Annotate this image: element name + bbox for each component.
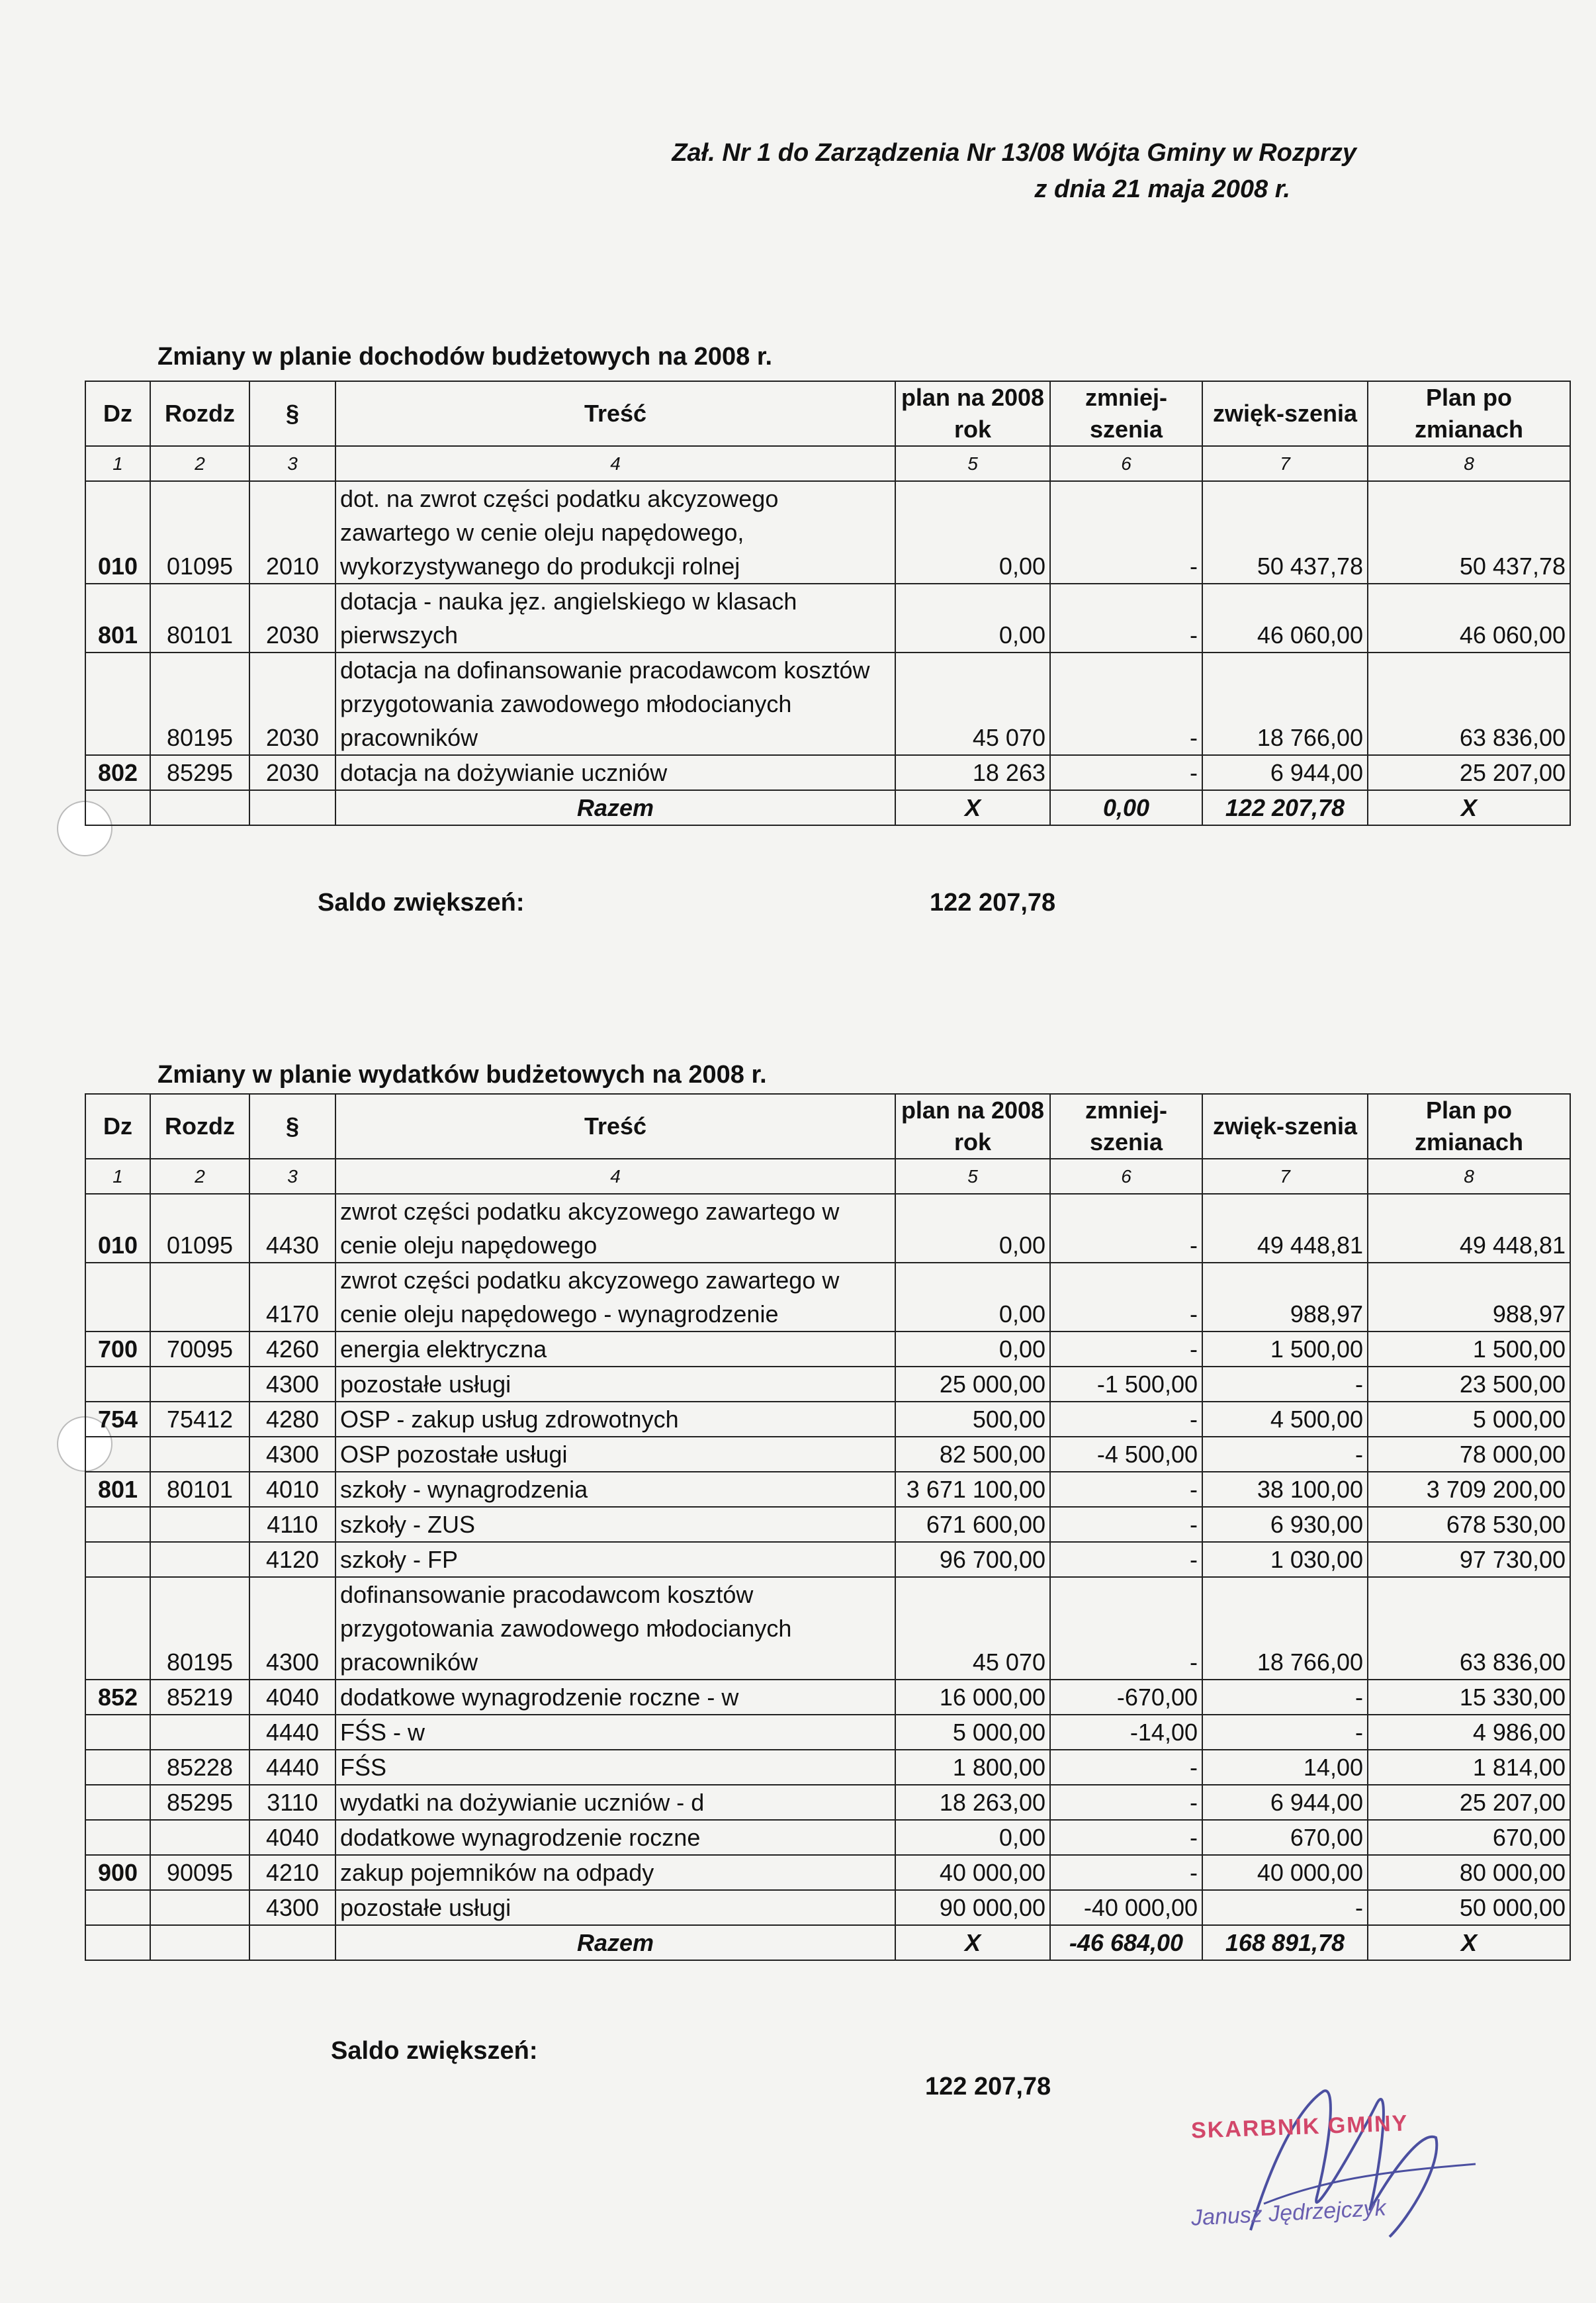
col-paragraph: § <box>249 1094 335 1159</box>
row-zwiekszenia: - <box>1202 1680 1368 1715</box>
table-row <box>85 1890 1570 1925</box>
row-rozdz: 85219 <box>150 1680 249 1715</box>
table-row <box>85 755 1570 790</box>
row-rozdz <box>150 1715 249 1750</box>
row-tresc: zwrot części podatku akcyzowego zawartego w cenie oleju napędowego - wynagrodzenie <box>335 1263 895 1332</box>
row-plan-po: 63 836,00 <box>1368 653 1570 755</box>
row-paragraph: 4040 <box>249 1680 335 1715</box>
col-rozdz: Rozdz <box>150 1094 249 1159</box>
row-plan-po: 5 000,00 <box>1368 1402 1570 1437</box>
row-rozdz <box>150 1820 249 1855</box>
col-number: 3 <box>249 1159 335 1194</box>
row-plan: 45 070 <box>895 653 1050 755</box>
row-plan-po: 97 730,00 <box>1368 1542 1570 1577</box>
col-plan: plan na 2008 rok <box>895 381 1050 446</box>
col-number: 4 <box>335 1159 895 1194</box>
row-dz: 010 <box>85 481 150 584</box>
row-zwiekszenia: 988,97 <box>1202 1263 1368 1332</box>
row-tresc: wydatki na dożywianie uczniów - d <box>335 1785 895 1820</box>
row-plan: 18 263 <box>895 755 1050 790</box>
row-zwiekszenia: 6 930,00 <box>1202 1507 1368 1542</box>
col-number: 6 <box>1050 446 1202 481</box>
col-number: 6 <box>1050 1159 1202 1194</box>
row-tresc: szkoły - wynagrodzenia <box>335 1472 895 1507</box>
row-rozdz: 01095 <box>150 1194 249 1263</box>
col-dz: Dz <box>85 1094 150 1159</box>
row-dz <box>85 1437 150 1472</box>
table-row <box>85 481 1570 584</box>
row-tresc: dot. na zwrot części podatku akcyzowego zawartego w cenie oleju napędowego, wykorzystywanego do produkcji rolnej <box>335 481 895 584</box>
row-plan: 0,00 <box>895 584 1050 653</box>
col-number: 2 <box>150 1159 249 1194</box>
row-zmniejszenia: - <box>1050 1577 1202 1680</box>
col-zwiekszenia: zwięk-szenia <box>1202 381 1368 446</box>
row-dz <box>85 1820 150 1855</box>
row-plan-po: 49 448,81 <box>1368 1194 1570 1263</box>
row-zmniejszenia: - <box>1050 1332 1202 1367</box>
row-zmniejszenia: - <box>1050 481 1202 584</box>
row-plan-po: 1 814,00 <box>1368 1750 1570 1785</box>
row-paragraph: 4170 <box>249 1263 335 1332</box>
column-number-row <box>85 446 1570 481</box>
table-row <box>85 653 1570 755</box>
total-zwiekszenia: 122 207,78 <box>1202 790 1368 825</box>
row-plan-po: 988,97 <box>1368 1263 1570 1332</box>
row-zmniejszenia: - <box>1050 1194 1202 1263</box>
row-plan-po: 50 000,00 <box>1368 1890 1570 1925</box>
row-rozdz: 01095 <box>150 481 249 584</box>
table-row <box>85 1507 1570 1542</box>
row-tresc: zwrot części podatku akcyzowego zawartego w cenie oleju napędowego <box>335 1194 895 1263</box>
row-paragraph: 4430 <box>249 1194 335 1263</box>
row-zmniejszenia: - <box>1050 1542 1202 1577</box>
row-zwiekszenia: - <box>1202 1890 1368 1925</box>
row-dz <box>85 1715 150 1750</box>
row-paragraph: 4040 <box>249 1820 335 1855</box>
row-plan: 1 800,00 <box>895 1750 1050 1785</box>
table-row <box>85 1332 1570 1367</box>
row-dz <box>85 1263 150 1332</box>
row-paragraph: 3110 <box>249 1785 335 1820</box>
income-total-row <box>85 790 1570 825</box>
row-zwiekszenia: 38 100,00 <box>1202 1472 1368 1507</box>
row-zwiekszenia: 18 766,00 <box>1202 1577 1368 1680</box>
row-rozdz <box>150 1890 249 1925</box>
row-zmniejszenia: - <box>1050 653 1202 755</box>
expense-saldo-value: 122 207,78 <box>925 2073 1051 2100</box>
row-plan-po: 25 207,00 <box>1368 755 1570 790</box>
total-zwiekszenia: 168 891,78 <box>1202 1925 1368 1960</box>
row-zmniejszenia: - <box>1050 1750 1202 1785</box>
row-plan-po: 63 836,00 <box>1368 1577 1570 1680</box>
row-plan-po: 25 207,00 <box>1368 1785 1570 1820</box>
row-tresc: OSP - zakup usług zdrowotnych <box>335 1402 895 1437</box>
row-rozdz: 85295 <box>150 755 249 790</box>
row-zwiekszenia: 50 437,78 <box>1202 481 1368 584</box>
col-number: 1 <box>85 446 150 481</box>
total-plan-po: X <box>1368 790 1570 825</box>
row-zmniejszenia: - <box>1050 1785 1202 1820</box>
row-zmniejszenia: - <box>1050 1263 1202 1332</box>
expense-section-title: Zmiany w planie wydatków budżetowych na 2008 r. <box>157 1061 767 1089</box>
row-zwiekszenia: 1 030,00 <box>1202 1542 1368 1577</box>
table-row <box>85 1715 1570 1750</box>
col-tresc: Treść <box>335 1094 895 1159</box>
row-plan-po: 23 500,00 <box>1368 1367 1570 1402</box>
row-zwiekszenia: - <box>1202 1367 1368 1402</box>
row-zwiekszenia: 40 000,00 <box>1202 1855 1368 1890</box>
row-paragraph: 4440 <box>249 1715 335 1750</box>
col-plan-po-zmianach: Plan po zmianach <box>1368 381 1570 446</box>
table-row <box>85 1542 1570 1577</box>
row-zwiekszenia: 670,00 <box>1202 1820 1368 1855</box>
row-rozdz: 80101 <box>150 584 249 653</box>
row-zwiekszenia: 6 944,00 <box>1202 1785 1368 1820</box>
row-zmniejszenia: - <box>1050 1507 1202 1542</box>
row-dz: 700 <box>85 1332 150 1367</box>
col-number: 8 <box>1368 1159 1570 1194</box>
row-plan: 0,00 <box>895 1194 1050 1263</box>
row-plan: 0,00 <box>895 1820 1050 1855</box>
row-dz <box>85 1577 150 1680</box>
row-tresc: dodatkowe wynagrodzenie roczne - w <box>335 1680 895 1715</box>
row-dz: 801 <box>85 584 150 653</box>
col-number: 8 <box>1368 446 1570 481</box>
row-zwiekszenia: 1 500,00 <box>1202 1332 1368 1367</box>
row-rozdz: 90095 <box>150 1855 249 1890</box>
row-paragraph: 4260 <box>249 1332 335 1367</box>
row-rozdz: 85228 <box>150 1750 249 1785</box>
col-number: 2 <box>150 446 249 481</box>
row-dz <box>85 1750 150 1785</box>
row-plan: 5 000,00 <box>895 1715 1050 1750</box>
table-row <box>85 1680 1570 1715</box>
row-tresc: pozostałe usługi <box>335 1890 895 1925</box>
row-plan: 0,00 <box>895 481 1050 584</box>
row-plan-po: 78 000,00 <box>1368 1437 1570 1472</box>
expense-total-row <box>85 1925 1570 1960</box>
row-plan: 40 000,00 <box>895 1855 1050 1890</box>
income-table <box>85 381 1571 826</box>
total-plan: X <box>895 1925 1050 1960</box>
row-zwiekszenia: 18 766,00 <box>1202 653 1368 755</box>
expense-saldo-label: Saldo zwiększeń: <box>331 2037 538 2065</box>
row-plan: 0,00 <box>895 1332 1050 1367</box>
row-plan: 45 070 <box>895 1577 1050 1680</box>
row-paragraph: 2010 <box>249 481 335 584</box>
col-number: 5 <box>895 1159 1050 1194</box>
row-zmniejszenia: - <box>1050 1820 1202 1855</box>
row-paragraph: 4300 <box>249 1890 335 1925</box>
row-plan-po: 15 330,00 <box>1368 1680 1570 1715</box>
row-zmniejszenia: - <box>1050 755 1202 790</box>
row-tresc: dodatkowe wynagrodzenie roczne <box>335 1820 895 1855</box>
row-zmniejszenia: -4 500,00 <box>1050 1437 1202 1472</box>
row-dz <box>85 653 150 755</box>
table-row <box>85 1750 1570 1785</box>
row-plan: 0,00 <box>895 1263 1050 1332</box>
row-paragraph: 4280 <box>249 1402 335 1437</box>
total-plan-po: X <box>1368 1925 1570 1960</box>
table-row <box>85 1402 1570 1437</box>
total-plan: X <box>895 790 1050 825</box>
income-saldo-value: 122 207,78 <box>930 889 1056 917</box>
col-zmniejszenia: zmniej-szenia <box>1050 381 1202 446</box>
row-tresc: dotacja na dofinansowanie pracodawcom kosztów przygotowania zawodowego młodocianych pracowników <box>335 653 895 755</box>
row-tresc: zakup pojemników na odpady <box>335 1855 895 1890</box>
col-zwiekszenia: zwięk-szenia <box>1202 1094 1368 1159</box>
col-rozdz: Rozdz <box>150 381 249 446</box>
row-tresc: FŚS <box>335 1750 895 1785</box>
row-zwiekszenia: 46 060,00 <box>1202 584 1368 653</box>
row-paragraph: 4440 <box>249 1750 335 1785</box>
row-tresc: dofinansowanie pracodawcom kosztów przygotowania zawodowego młodocianych pracowników <box>335 1577 895 1680</box>
row-dz: 802 <box>85 755 150 790</box>
table-row <box>85 1820 1570 1855</box>
row-plan-po: 670,00 <box>1368 1820 1570 1855</box>
treasurer-stamp-name: Janusz Jędrzejczyk <box>1190 2195 1387 2231</box>
row-plan: 18 263,00 <box>895 1785 1050 1820</box>
row-tresc: FŚS - w <box>335 1715 895 1750</box>
row-plan-po: 80 000,00 <box>1368 1855 1570 1890</box>
col-number: 3 <box>249 446 335 481</box>
row-rozdz <box>150 1507 249 1542</box>
row-zmniejszenia: - <box>1050 1855 1202 1890</box>
row-zwiekszenia: 4 500,00 <box>1202 1402 1368 1437</box>
col-number: 5 <box>895 446 1050 481</box>
table-header-row <box>85 1094 1570 1159</box>
col-zmniejszenia: zmniej-szenia <box>1050 1094 1202 1159</box>
row-paragraph: 2030 <box>249 755 335 790</box>
row-dz: 010 <box>85 1194 150 1263</box>
table-row <box>85 1472 1570 1507</box>
row-plan: 96 700,00 <box>895 1542 1050 1577</box>
income-saldo-label: Saldo zwiększeń: <box>318 889 525 917</box>
row-rozdz <box>150 1437 249 1472</box>
treasurer-stamp-title: SKARBNIK GMINY <box>1190 2110 1409 2144</box>
row-plan: 25 000,00 <box>895 1367 1050 1402</box>
row-rozdz: 80195 <box>150 1577 249 1680</box>
row-zmniejszenia: - <box>1050 584 1202 653</box>
table-row <box>85 1263 1570 1332</box>
col-number: 1 <box>85 1159 150 1194</box>
row-paragraph: 2030 <box>249 653 335 755</box>
expense-table <box>85 1093 1571 1961</box>
row-paragraph: 4110 <box>249 1507 335 1542</box>
row-plan-po: 50 437,78 <box>1368 481 1570 584</box>
row-tresc: pozostałe usługi <box>335 1367 895 1402</box>
table-row <box>85 584 1570 653</box>
signature-mark <box>1224 2065 1502 2263</box>
row-tresc: szkoły - ZUS <box>335 1507 895 1542</box>
row-zmniejszenia: -670,00 <box>1050 1680 1202 1715</box>
row-dz <box>85 1542 150 1577</box>
col-number: 7 <box>1202 446 1368 481</box>
row-dz <box>85 1367 150 1402</box>
row-tresc: dotacja na dożywianie uczniów <box>335 755 895 790</box>
row-rozdz: 80101 <box>150 1472 249 1507</box>
table-row <box>85 1367 1570 1402</box>
row-dz <box>85 1785 150 1820</box>
table-row <box>85 1785 1570 1820</box>
total-zmniejszenia: -46 684,00 <box>1050 1925 1202 1960</box>
table-header-row <box>85 381 1570 446</box>
row-plan: 671 600,00 <box>895 1507 1050 1542</box>
col-number: 7 <box>1202 1159 1368 1194</box>
row-dz: 754 <box>85 1402 150 1437</box>
row-paragraph: 4300 <box>249 1577 335 1680</box>
row-zmniejszenia: -1 500,00 <box>1050 1367 1202 1402</box>
row-zwiekszenia: - <box>1202 1437 1368 1472</box>
col-plan-po-zmianach: Plan po zmianach <box>1368 1094 1570 1159</box>
row-zwiekszenia: 49 448,81 <box>1202 1194 1368 1263</box>
row-plan: 16 000,00 <box>895 1680 1050 1715</box>
row-rozdz: 85295 <box>150 1785 249 1820</box>
row-plan: 500,00 <box>895 1402 1050 1437</box>
row-zmniejszenia: -40 000,00 <box>1050 1890 1202 1925</box>
row-rozdz: 80195 <box>150 653 249 755</box>
row-plan-po: 1 500,00 <box>1368 1332 1570 1367</box>
col-number: 4 <box>335 446 895 481</box>
row-plan: 90 000,00 <box>895 1890 1050 1925</box>
income-section-title: Zmiany w planie dochodów budżetowych na 2008 r. <box>157 343 773 371</box>
row-rozdz <box>150 1263 249 1332</box>
row-dz <box>85 1507 150 1542</box>
table-row <box>85 1437 1570 1472</box>
row-zwiekszenia: 6 944,00 <box>1202 755 1368 790</box>
row-paragraph: 4300 <box>249 1367 335 1402</box>
column-number-row <box>85 1159 1570 1194</box>
total-zmniejszenia: 0,00 <box>1050 790 1202 825</box>
total-label: Razem <box>335 1925 895 1960</box>
annex-header: Zał. Nr 1 do Zarządzenia Nr 13/08 Wójta Gminy w Rozprzy <box>672 139 1356 167</box>
row-plan-po: 4 986,00 <box>1368 1715 1570 1750</box>
row-rozdz <box>150 1542 249 1577</box>
row-dz: 801 <box>85 1472 150 1507</box>
row-rozdz: 70095 <box>150 1332 249 1367</box>
row-rozdz <box>150 1367 249 1402</box>
row-dz: 852 <box>85 1680 150 1715</box>
annex-date: z dnia 21 maja 2008 r. <box>1034 175 1290 203</box>
col-plan: plan na 2008 rok <box>895 1094 1050 1159</box>
row-paragraph: 4120 <box>249 1542 335 1577</box>
col-tresc: Treść <box>335 381 895 446</box>
col-dz: Dz <box>85 381 150 446</box>
row-paragraph: 4010 <box>249 1472 335 1507</box>
row-tresc: energia elektryczna <box>335 1332 895 1367</box>
row-dz: 900 <box>85 1855 150 1890</box>
col-paragraph: § <box>249 381 335 446</box>
row-tresc: dotacja - nauka jęz. angielskiego w klasach pierwszych <box>335 584 895 653</box>
row-zwiekszenia: - <box>1202 1715 1368 1750</box>
row-plan-po: 678 530,00 <box>1368 1507 1570 1542</box>
row-tresc: OSP pozostałe usługi <box>335 1437 895 1472</box>
row-zmniejszenia: -14,00 <box>1050 1715 1202 1750</box>
row-plan-po: 46 060,00 <box>1368 584 1570 653</box>
row-paragraph: 4300 <box>249 1437 335 1472</box>
total-label: Razem <box>335 790 895 825</box>
row-zmniejszenia: - <box>1050 1402 1202 1437</box>
row-zwiekszenia: 14,00 <box>1202 1750 1368 1785</box>
row-plan-po: 3 709 200,00 <box>1368 1472 1570 1507</box>
row-paragraph: 2030 <box>249 584 335 653</box>
table-row <box>85 1855 1570 1890</box>
row-dz <box>85 1890 150 1925</box>
row-plan: 82 500,00 <box>895 1437 1050 1472</box>
table-row <box>85 1194 1570 1263</box>
row-plan: 3 671 100,00 <box>895 1472 1050 1507</box>
table-row <box>85 1577 1570 1680</box>
row-tresc: szkoły - FP <box>335 1542 895 1577</box>
row-paragraph: 4210 <box>249 1855 335 1890</box>
row-zmniejszenia: - <box>1050 1472 1202 1507</box>
row-rozdz: 75412 <box>150 1402 249 1437</box>
